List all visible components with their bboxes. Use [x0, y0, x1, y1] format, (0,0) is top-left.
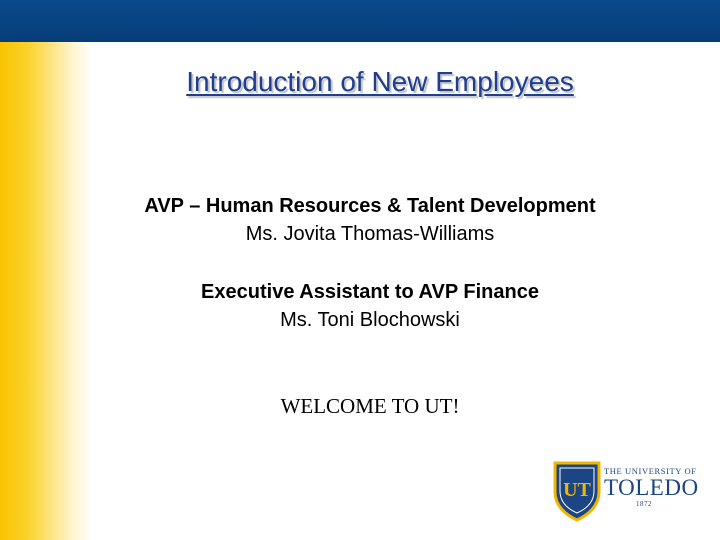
logo-wordmark [604, 466, 704, 508]
slide-title: Introduction of New Employees [186, 66, 574, 97]
shield-text: UT [563, 479, 591, 501]
person-name: Ms. Toni Blochowski [280, 309, 460, 331]
logo-line-2: TOLEDO [604, 475, 699, 500]
logo-year: 1872 [636, 500, 652, 508]
university-logo [552, 460, 704, 522]
person-role: AVP – Human Resources & Talent Development [144, 195, 596, 217]
shield-icon [552, 460, 602, 522]
person-role: Executive Assistant to AVP Finance [201, 281, 539, 303]
logo-line-1: THE UNIVERSITY OF [604, 466, 697, 476]
person-name: Ms. Jovita Thomas-Williams [245, 223, 495, 245]
top-banner [0, 0, 720, 42]
person-entry-2 [90, 278, 650, 334]
person-entry-1 [90, 192, 650, 248]
welcome-message: WELCOME TO UT! [280, 394, 460, 418]
left-accent-bar [0, 42, 92, 540]
